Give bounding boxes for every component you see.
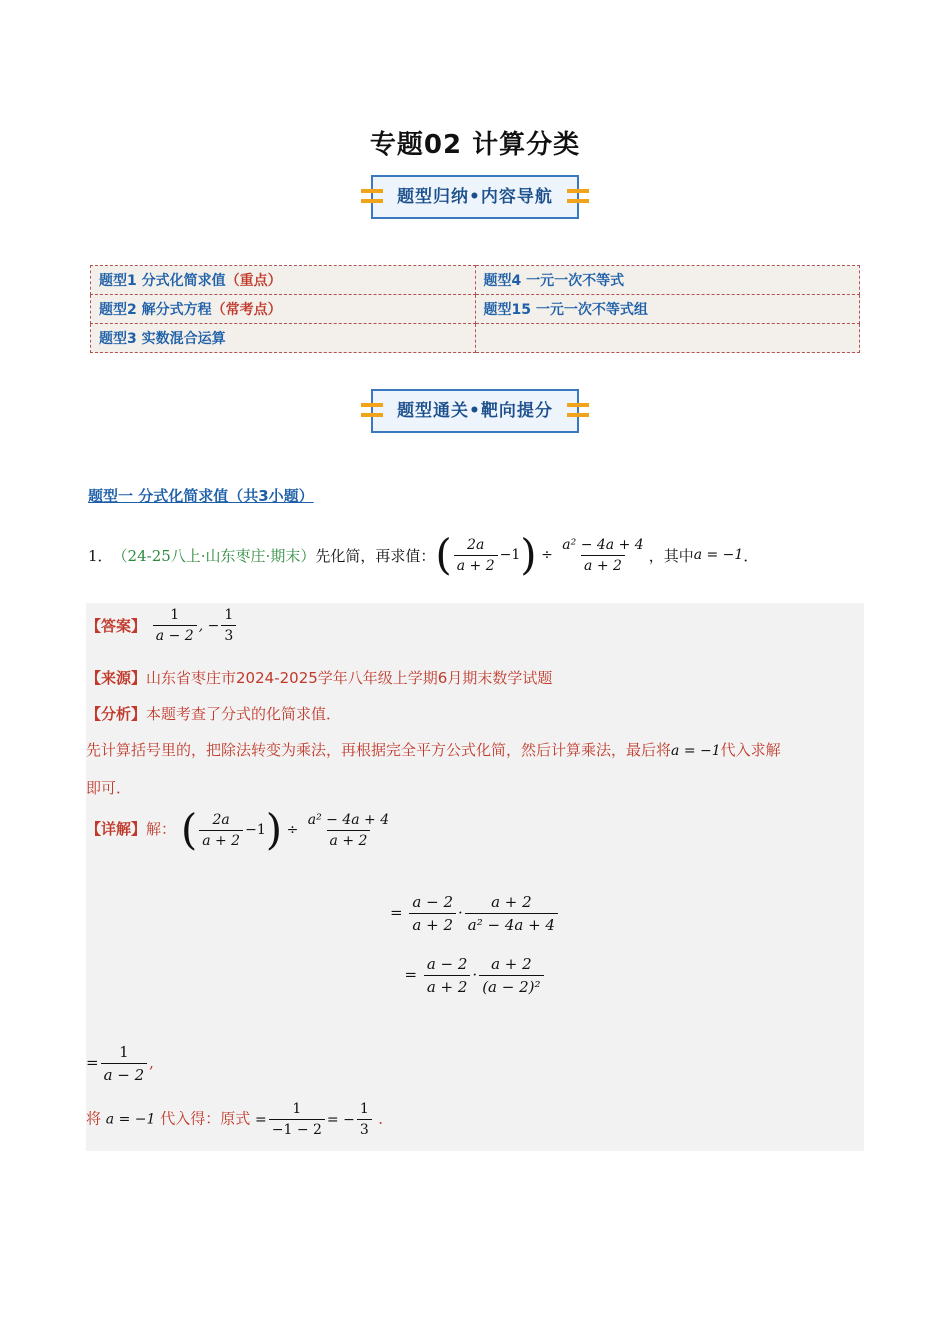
answer-block (86, 603, 864, 1151)
detail-line: 【详解】解： ( $\frac{2a}{a + 2}$ −1) ÷ $\frac{\text{a² − 4a + 4}}{a + 2}$ (86, 805, 390, 854)
question-expression: ( $\frac{2a}{a + 2}$ −1) ÷ $\frac{\text{a² − 4a + 4}}{a + 2}$ (435, 530, 644, 579)
toc-row (91, 295, 860, 324)
badge-bar-icon (361, 199, 383, 203)
nav-badge-wrap (0, 175, 950, 219)
toc-row (91, 266, 860, 295)
page-title: 专题02 计算分类 (369, 130, 581, 160)
badge-bar-icon (361, 403, 383, 407)
step-2: = $\frac{a - 2}{a + 2}$ · $\frac{a + 2}{\text{(a − 2)²}}$ (86, 955, 864, 996)
explain-line-2: 即可． (86, 779, 132, 797)
question-number: 1． (88, 546, 113, 565)
practice-badge (371, 389, 579, 433)
final-line: 将 a = −1 代入得：原式 = $\frac{1}{-1 - 2}$ = − $\frac{1}{3}$ ． (86, 1101, 394, 1138)
badge-bar-icon (361, 189, 383, 193)
toc-cell[interactable]: 题型1 分式化简求值（重点） (91, 266, 476, 295)
badge-bar-icon (567, 199, 589, 203)
explain-line-1: 先计算括号里的，把除法转变为乘法，再根据完全平方公式化简，然后计算乘法，最后将a = −1代入求解 (86, 741, 781, 759)
badge-bar-icon (567, 413, 589, 417)
toc-cell[interactable]: 题型4 一元一次不等式 (475, 266, 860, 295)
toc-table (90, 265, 860, 353)
toc-row (91, 324, 860, 353)
toc-cell[interactable]: 题型3 实数混合运算 (91, 324, 476, 353)
practice-badge-label: 题型通关•靶向提分 (397, 401, 553, 421)
practice-badge-wrap (0, 389, 950, 433)
question-1: 1． （24-25八上·山东枣庄·期末） 先化简，再求值： ( $\frac{2a}{a + 2}$ −1) ÷ $\frac{\text{a² − 4a + 4}}{a + 2}$ ，其中 a = −1 ． (88, 530, 759, 579)
analysis-line: 【分析】本题考查了分式的化简求值． (86, 705, 342, 723)
badge-bar-icon (361, 413, 383, 417)
question-text: 先化简，再求值： (315, 546, 436, 565)
toc-cell[interactable]: 题型15 一元一次不等式组 (475, 295, 860, 324)
badge-bar-icon (567, 403, 589, 407)
nav-badge-label: 题型归纳•内容导航 (397, 187, 553, 207)
badge-bar-icon (567, 189, 589, 193)
question-text-after: ，其中 (648, 546, 694, 565)
nav-badge (371, 175, 579, 219)
step-1: = $\frac{a - 2}{a + 2}$ · $\frac{a + 2}{\text{a² − 4a + 4}}$ (86, 893, 864, 934)
question-source: （24-25八上·山东枣庄·期末） (112, 546, 316, 565)
toc-cell[interactable]: 题型2 解分式方程（常考点） (91, 295, 476, 324)
section-heading[interactable]: 题型一 分式化简求值（共3小题） (88, 487, 314, 505)
answer-line: 【答案】 $\frac{1}{a - 2}$ , − $\frac{1}{3}$ (86, 607, 238, 644)
question-condition: a = −1 (693, 547, 744, 563)
step-3: = $\frac{1}{a - 2}$ , (86, 1043, 154, 1084)
toc-cell (475, 324, 860, 353)
source-line: 【来源】山东省枣庄市2024-2025学年八年级上学期6月期末数学试题 (86, 669, 553, 687)
